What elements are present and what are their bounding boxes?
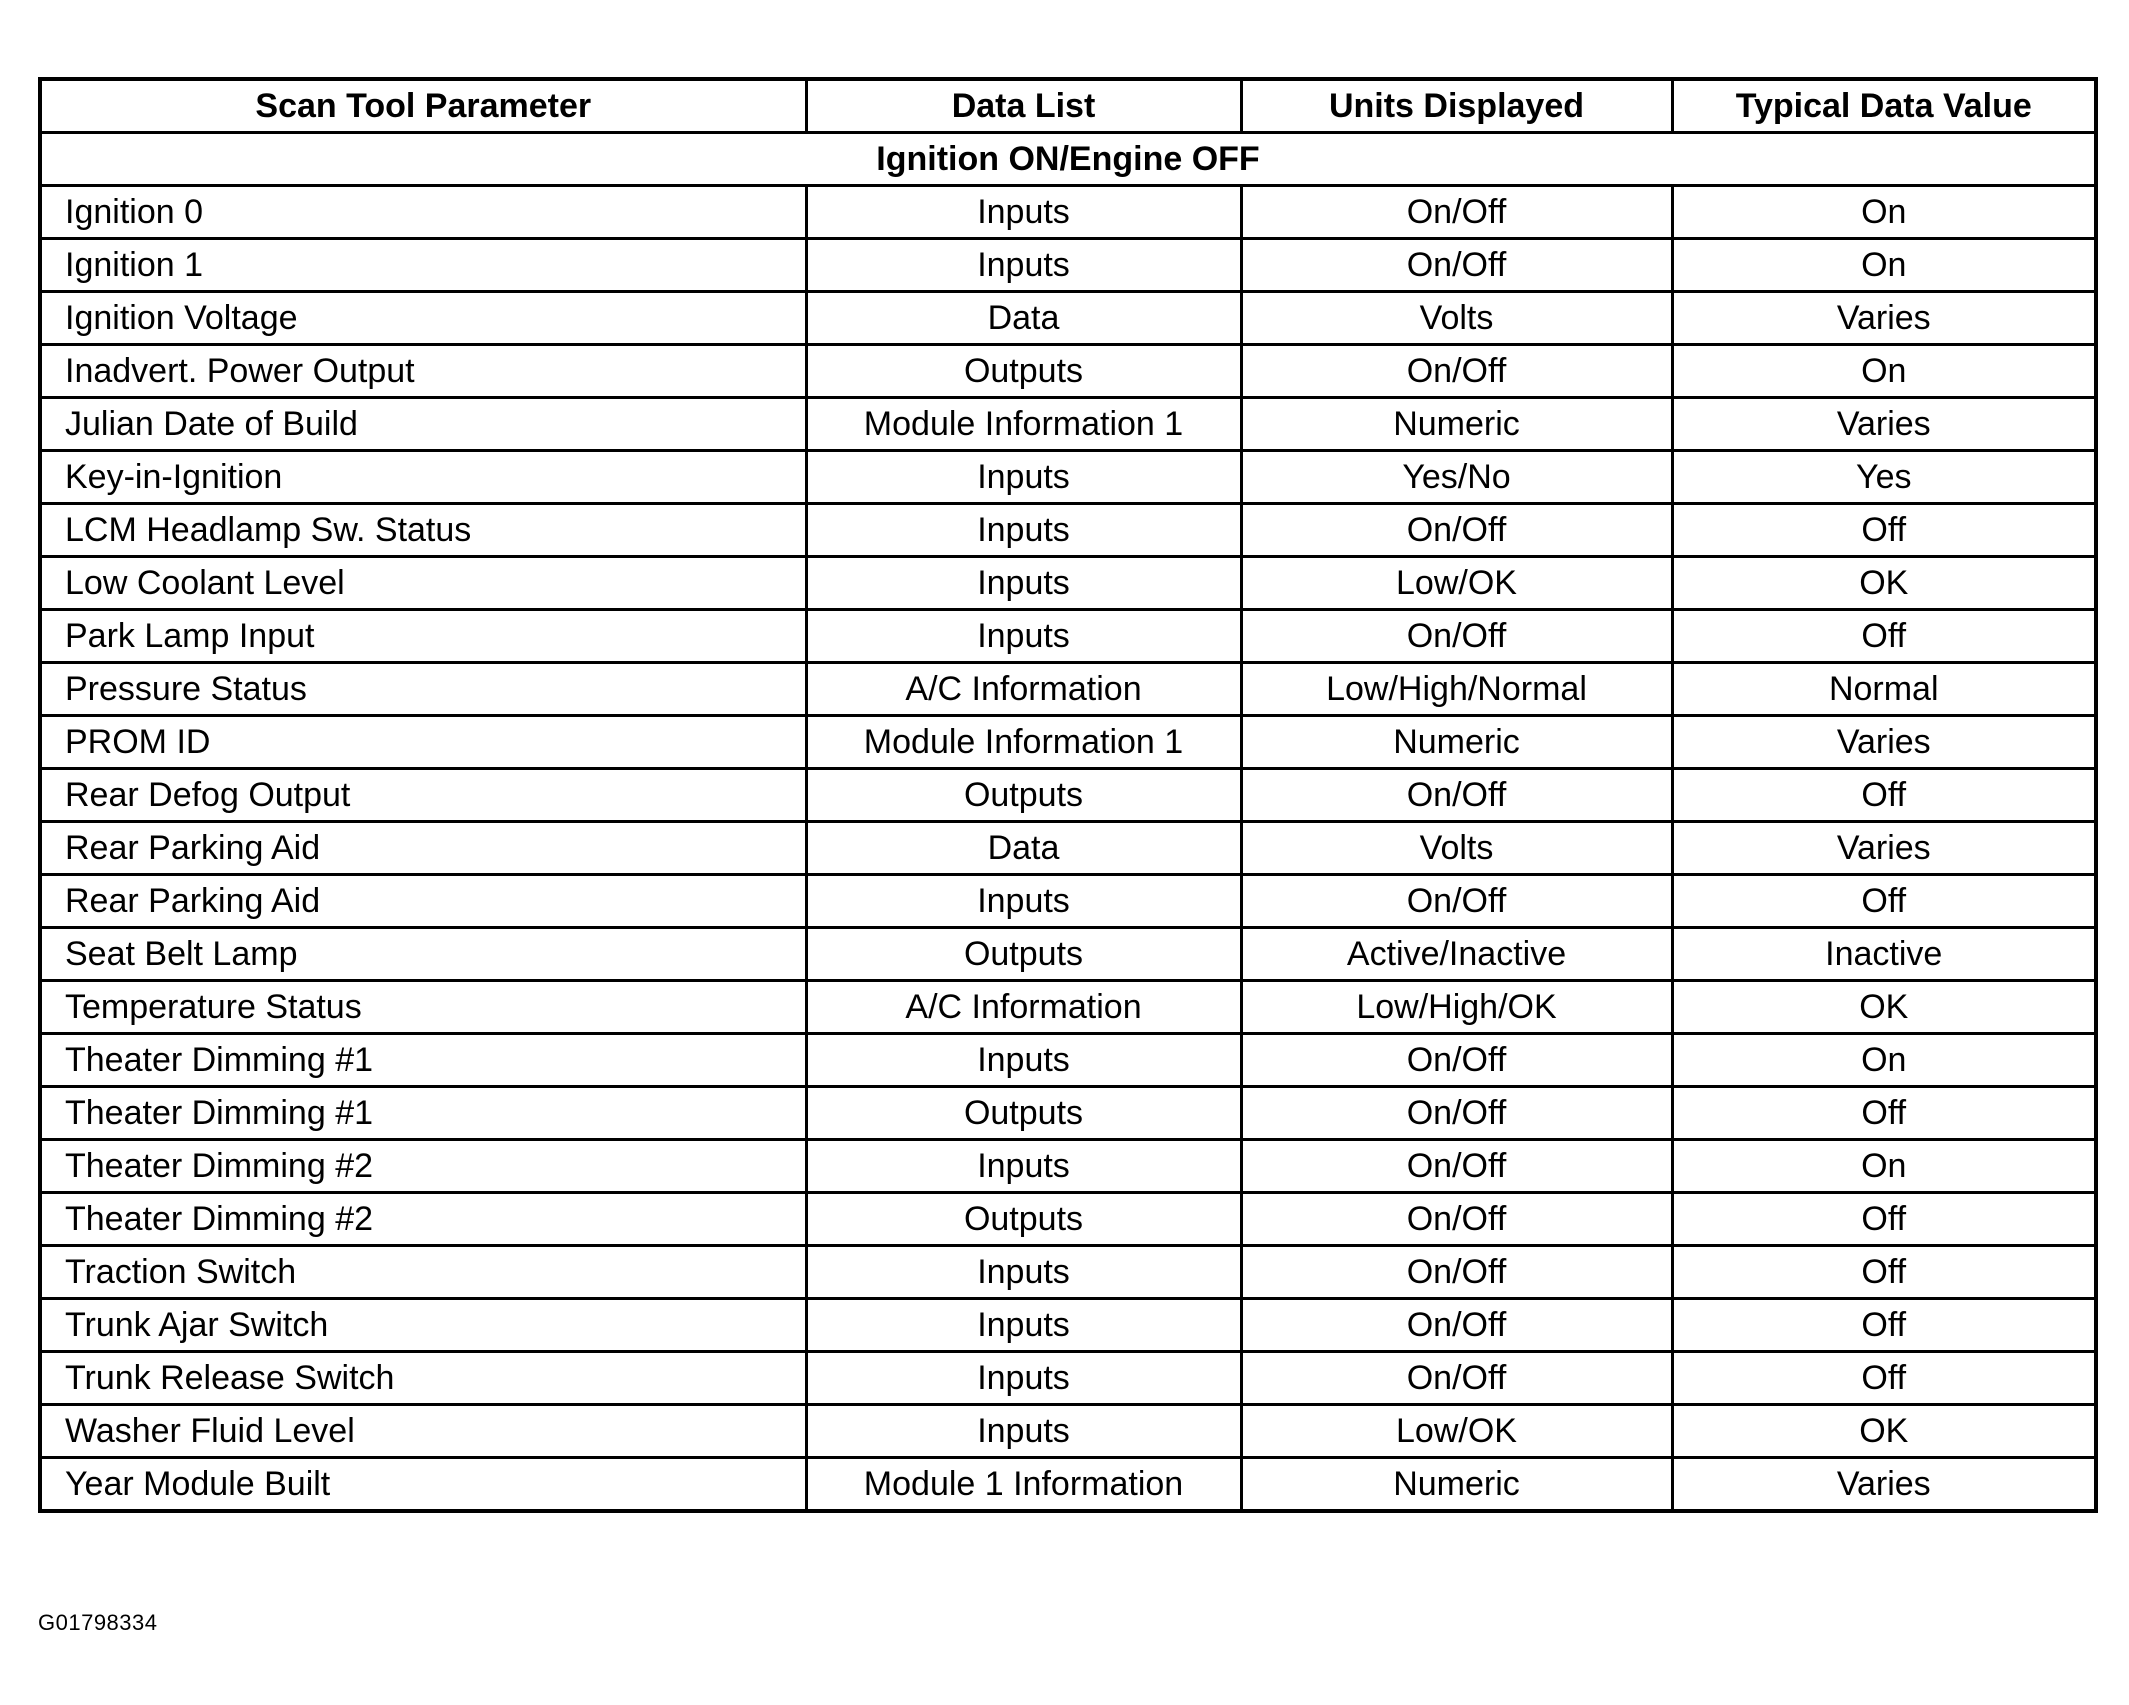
typical-value-cell: On bbox=[1672, 239, 2096, 292]
typical-value-cell: Varies bbox=[1672, 716, 2096, 769]
typical-value-cell: Varies bbox=[1672, 1458, 2096, 1512]
table-row bbox=[40, 716, 2096, 769]
header-units-displayed: Units Displayed bbox=[1241, 79, 1672, 133]
table-row bbox=[40, 345, 2096, 398]
typical-value-cell: Off bbox=[1672, 1087, 2096, 1140]
header-row bbox=[40, 79, 2096, 133]
units-cell: Low/OK bbox=[1241, 557, 1672, 610]
parameter-cell: Ignition 1 bbox=[40, 239, 806, 292]
units-cell: On/Off bbox=[1241, 769, 1672, 822]
data-list-cell: Inputs bbox=[806, 1034, 1241, 1087]
units-cell: On/Off bbox=[1241, 345, 1672, 398]
data-list-cell: Module Information 1 bbox=[806, 398, 1241, 451]
data-list-cell: Module 1 Information bbox=[806, 1458, 1241, 1512]
table-row bbox=[40, 451, 2096, 504]
data-list-cell: Inputs bbox=[806, 504, 1241, 557]
parameter-cell: Year Module Built bbox=[40, 1458, 806, 1512]
parameter-cell: Theater Dimming #2 bbox=[40, 1193, 806, 1246]
table-row bbox=[40, 1087, 2096, 1140]
parameter-cell: Key-in-Ignition bbox=[40, 451, 806, 504]
header-typical-data-value: Typical Data Value bbox=[1672, 79, 2096, 133]
header-data-list: Data List bbox=[806, 79, 1241, 133]
units-cell: Low/OK bbox=[1241, 1405, 1672, 1458]
typical-value-cell: Varies bbox=[1672, 822, 2096, 875]
parameter-cell: Pressure Status bbox=[40, 663, 806, 716]
table-row bbox=[40, 1299, 2096, 1352]
typical-value-cell: Varies bbox=[1672, 398, 2096, 451]
table-row bbox=[40, 981, 2096, 1034]
parameter-cell: Julian Date of Build bbox=[40, 398, 806, 451]
typical-value-cell: Off bbox=[1672, 610, 2096, 663]
typical-value-cell: On bbox=[1672, 345, 2096, 398]
table-row bbox=[40, 292, 2096, 345]
typical-value-cell: Yes bbox=[1672, 451, 2096, 504]
section-row bbox=[40, 133, 2096, 186]
parameter-cell: Temperature Status bbox=[40, 981, 806, 1034]
typical-value-cell: Off bbox=[1672, 1299, 2096, 1352]
units-cell: On/Off bbox=[1241, 186, 1672, 239]
parameter-cell: Theater Dimming #1 bbox=[40, 1034, 806, 1087]
units-cell: Low/High/OK bbox=[1241, 981, 1672, 1034]
parameter-cell: Rear Parking Aid bbox=[40, 822, 806, 875]
typical-value-cell: Off bbox=[1672, 504, 2096, 557]
typical-value-cell: Normal bbox=[1672, 663, 2096, 716]
typical-value-cell: Off bbox=[1672, 875, 2096, 928]
typical-value-cell: Varies bbox=[1672, 292, 2096, 345]
units-cell: Volts bbox=[1241, 292, 1672, 345]
data-list-cell: Outputs bbox=[806, 769, 1241, 822]
typical-value-cell: Off bbox=[1672, 1246, 2096, 1299]
parameter-cell: Inadvert. Power Output bbox=[40, 345, 806, 398]
table-row bbox=[40, 928, 2096, 981]
data-list-cell: Inputs bbox=[806, 557, 1241, 610]
table-row bbox=[40, 769, 2096, 822]
data-list-cell: Inputs bbox=[806, 1246, 1241, 1299]
data-list-cell: Inputs bbox=[806, 1352, 1241, 1405]
units-cell: Volts bbox=[1241, 822, 1672, 875]
units-cell: On/Off bbox=[1241, 1140, 1672, 1193]
parameter-cell: Washer Fluid Level bbox=[40, 1405, 806, 1458]
section-title: Ignition ON/Engine OFF bbox=[40, 133, 2096, 186]
data-list-cell: Inputs bbox=[806, 186, 1241, 239]
typical-value-cell: OK bbox=[1672, 1405, 2096, 1458]
units-cell: On/Off bbox=[1241, 504, 1672, 557]
table-row bbox=[40, 663, 2096, 716]
table-row bbox=[40, 398, 2096, 451]
parameter-cell: Seat Belt Lamp bbox=[40, 928, 806, 981]
units-cell: On/Off bbox=[1241, 1352, 1672, 1405]
units-cell: On/Off bbox=[1241, 1034, 1672, 1087]
units-cell: On/Off bbox=[1241, 610, 1672, 663]
table-row bbox=[40, 1458, 2096, 1512]
table-row bbox=[40, 822, 2096, 875]
table-row bbox=[40, 186, 2096, 239]
units-cell: On/Off bbox=[1241, 1193, 1672, 1246]
units-cell: On/Off bbox=[1241, 1087, 1672, 1140]
units-cell: Low/High/Normal bbox=[1241, 663, 1672, 716]
typical-value-cell: On bbox=[1672, 1140, 2096, 1193]
header-scan-tool-parameter: Scan Tool Parameter bbox=[40, 79, 806, 133]
parameter-cell: Trunk Ajar Switch bbox=[40, 1299, 806, 1352]
parameter-cell: Low Coolant Level bbox=[40, 557, 806, 610]
data-list-cell: Inputs bbox=[806, 875, 1241, 928]
data-list-cell: Inputs bbox=[806, 610, 1241, 663]
typical-value-cell: Inactive bbox=[1672, 928, 2096, 981]
parameter-cell: LCM Headlamp Sw. Status bbox=[40, 504, 806, 557]
typical-value-cell: Off bbox=[1672, 1193, 2096, 1246]
units-cell: On/Off bbox=[1241, 875, 1672, 928]
units-cell: On/Off bbox=[1241, 1299, 1672, 1352]
data-list-cell: Module Information 1 bbox=[806, 716, 1241, 769]
typical-value-cell: OK bbox=[1672, 557, 2096, 610]
data-list-cell: Outputs bbox=[806, 1193, 1241, 1246]
table-row bbox=[40, 504, 2096, 557]
units-cell: Numeric bbox=[1241, 716, 1672, 769]
table-row bbox=[40, 1352, 2096, 1405]
parameter-cell: Ignition 0 bbox=[40, 186, 806, 239]
data-list-cell: Inputs bbox=[806, 1299, 1241, 1352]
data-list-cell: Inputs bbox=[806, 1405, 1241, 1458]
data-list-cell: Data bbox=[806, 822, 1241, 875]
data-list-cell: Data bbox=[806, 292, 1241, 345]
parameter-cell: Park Lamp Input bbox=[40, 610, 806, 663]
units-cell: Numeric bbox=[1241, 1458, 1672, 1512]
data-list-cell: Inputs bbox=[806, 239, 1241, 292]
typical-value-cell: On bbox=[1672, 186, 2096, 239]
data-list-cell: Inputs bbox=[806, 451, 1241, 504]
table-row bbox=[40, 1193, 2096, 1246]
parameter-cell: PROM ID bbox=[40, 716, 806, 769]
parameter-cell: Theater Dimming #1 bbox=[40, 1087, 806, 1140]
table-row bbox=[40, 557, 2096, 610]
typical-value-cell: Off bbox=[1672, 1352, 2096, 1405]
table-row bbox=[40, 239, 2096, 292]
units-cell: Yes/No bbox=[1241, 451, 1672, 504]
table-row bbox=[40, 1034, 2096, 1087]
table-row bbox=[40, 610, 2096, 663]
scan-tool-data-table bbox=[38, 77, 2098, 1513]
parameter-cell: Rear Defog Output bbox=[40, 769, 806, 822]
typical-value-cell: OK bbox=[1672, 981, 2096, 1034]
units-cell: On/Off bbox=[1241, 239, 1672, 292]
data-list-cell: Outputs bbox=[806, 1087, 1241, 1140]
data-list-cell: Outputs bbox=[806, 345, 1241, 398]
parameter-cell: Traction Switch bbox=[40, 1246, 806, 1299]
table-row bbox=[40, 1405, 2096, 1458]
data-list-cell: Inputs bbox=[806, 1140, 1241, 1193]
table-row bbox=[40, 875, 2096, 928]
data-list-cell: A/C Information bbox=[806, 663, 1241, 716]
data-list-cell: Outputs bbox=[806, 928, 1241, 981]
table-row bbox=[40, 1246, 2096, 1299]
units-cell: Numeric bbox=[1241, 398, 1672, 451]
parameter-cell: Ignition Voltage bbox=[40, 292, 806, 345]
parameter-cell: Trunk Release Switch bbox=[40, 1352, 806, 1405]
parameter-cell: Theater Dimming #2 bbox=[40, 1140, 806, 1193]
figure-id: G01798334 bbox=[38, 1610, 158, 1635]
typical-value-cell: Off bbox=[1672, 769, 2096, 822]
parameter-cell: Rear Parking Aid bbox=[40, 875, 806, 928]
table-row bbox=[40, 1140, 2096, 1193]
units-cell: On/Off bbox=[1241, 1246, 1672, 1299]
units-cell: Active/Inactive bbox=[1241, 928, 1672, 981]
data-list-cell: A/C Information bbox=[806, 981, 1241, 1034]
typical-value-cell: On bbox=[1672, 1034, 2096, 1087]
